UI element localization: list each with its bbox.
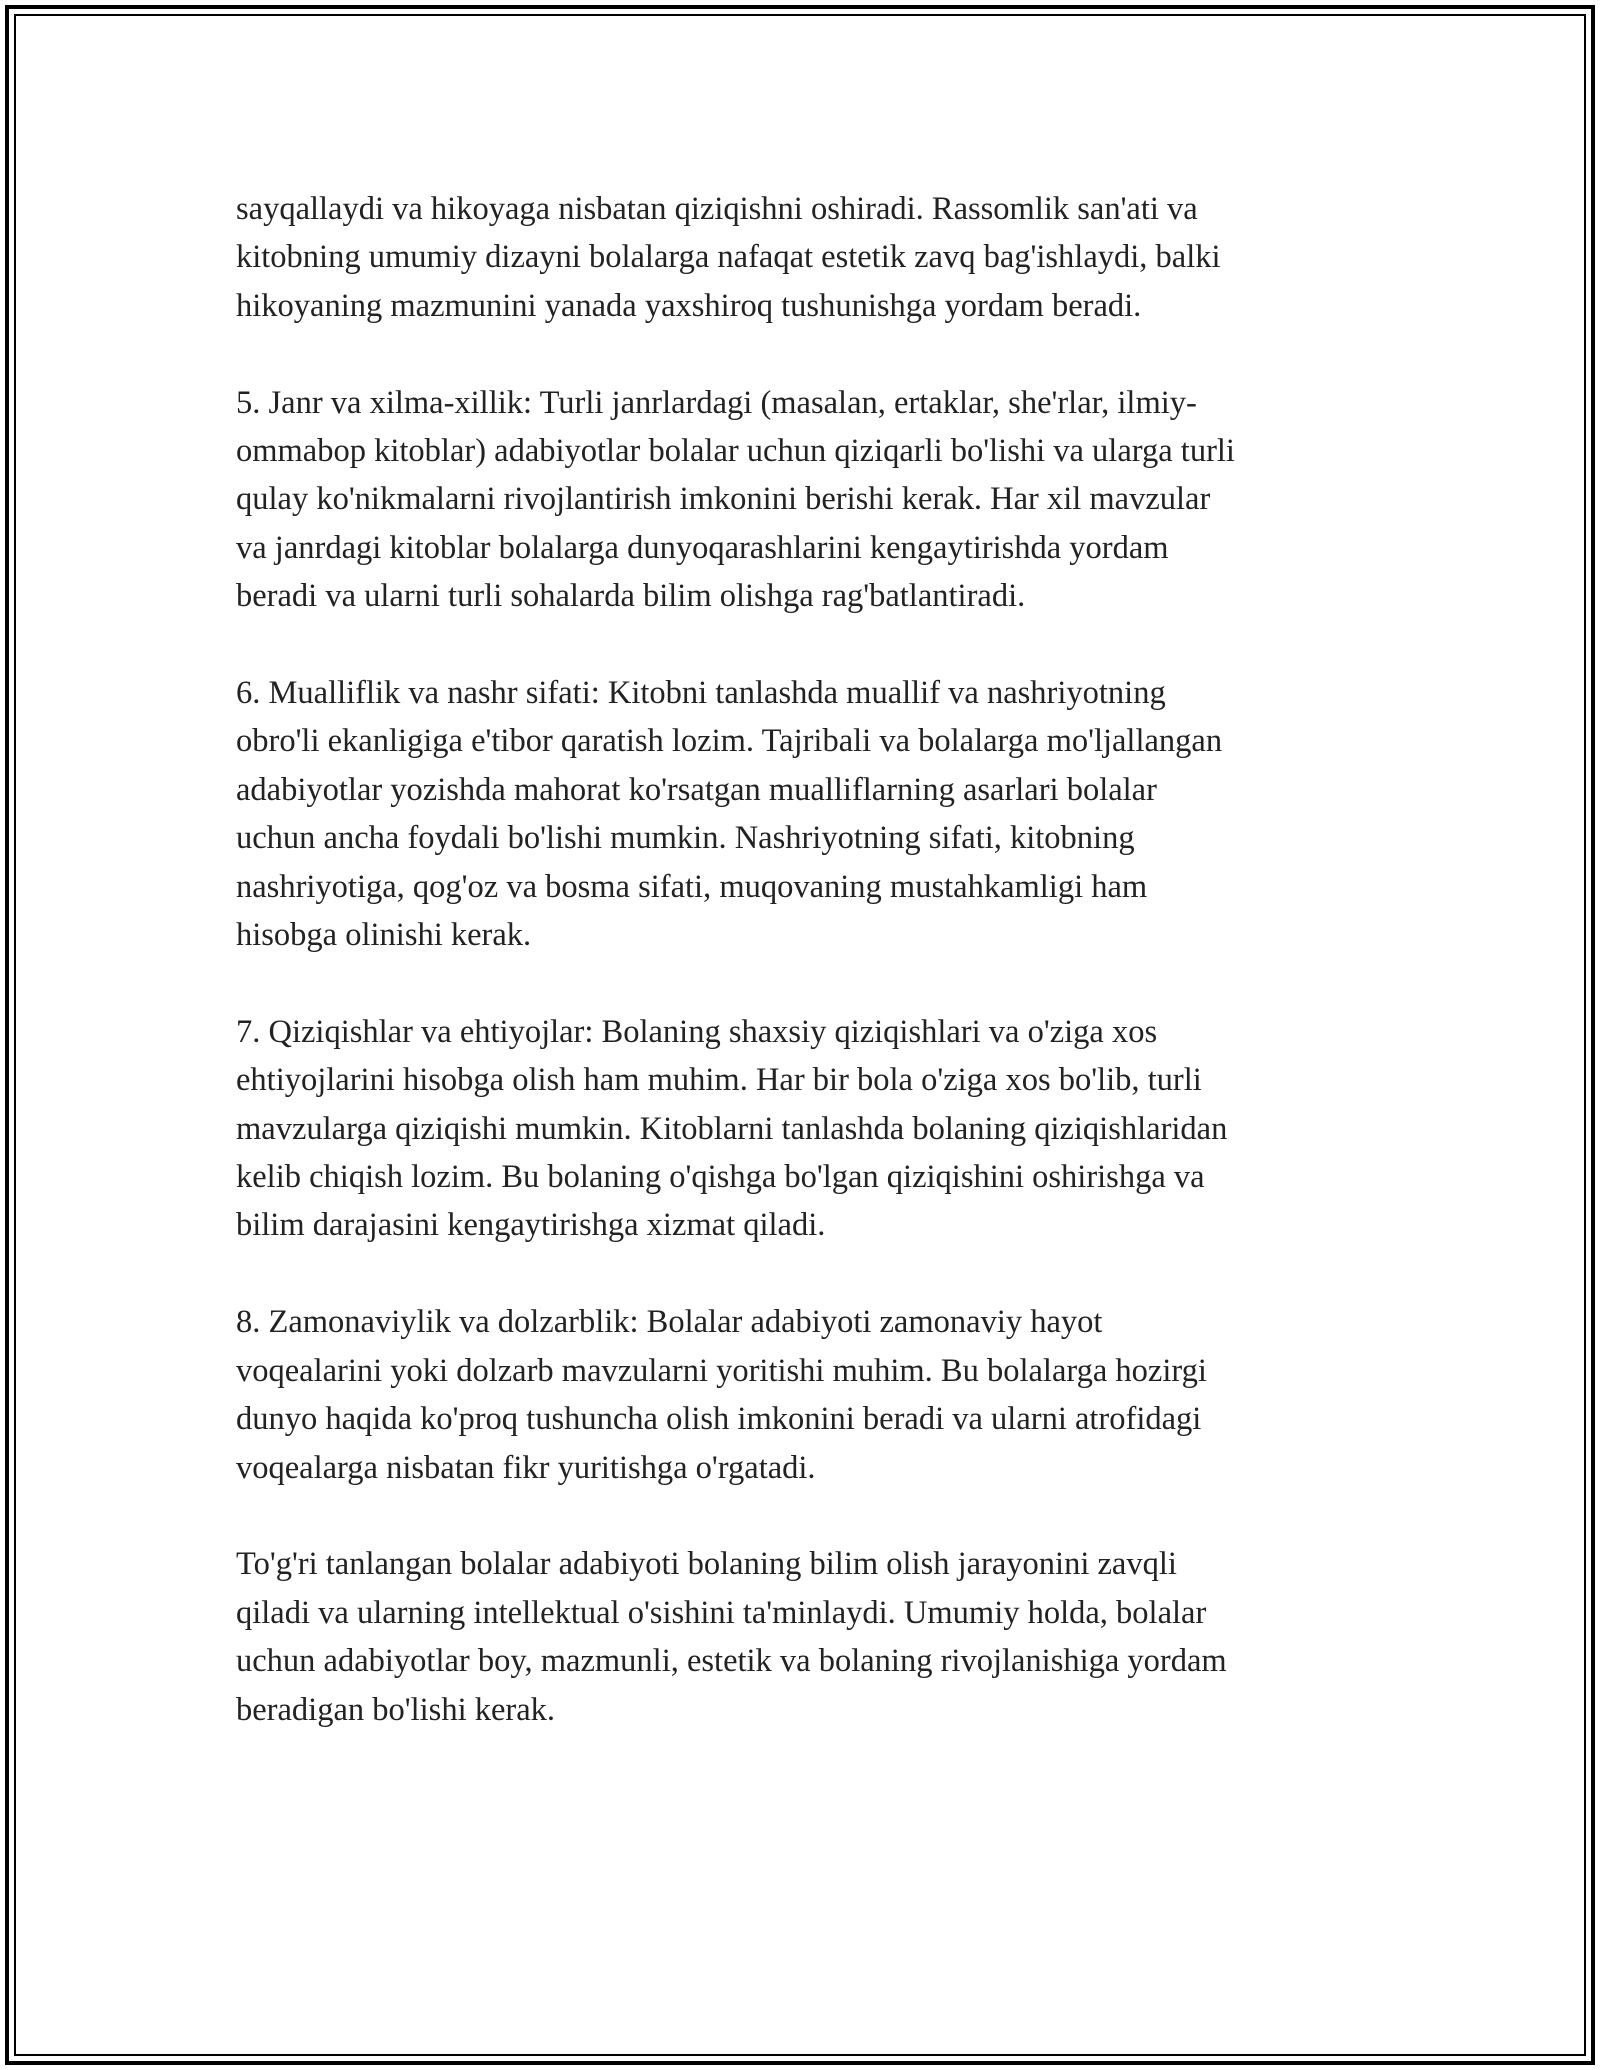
paragraph-genre-variety: 5. Janr va xilma-xillik: Turli janrlardagi (masalan, ertaklar, she'rlar, ilmiy- ommabop kitoblar) adabiyotlar bolalar uchun qiziqarli bo'lishi va ularga turli qulay ko'nikmalarni rivojlantirish imkonini berishi kerak. Har xil mavzular va janrdagi kitoblar bolalarga dunyoqarashlarini kengaytirishda yordam beradi va ularni turli sohalarda bilim olishga rag'batlantiradi. xyxy=(236,384,1235,615)
paragraph-authorship-publishing: 6. Mualliflik va nashr sifati: Kitobni tanlashda muallif va nashriyotning obro'li ekanligiga e'tibor qaratish lozim. Tajribali va bolalarga mo'ljallangan adabiyotlar yozishda mahorat ko'rsatgan mualliflarning asarlari bolalar uchun ancha foydali bo'lishi mumkin. Nashriyotning sifati, kitobning nashriyotiga, qog'oz va bosma sifati, muqovaning mustahkamligi ham hisobga olinishi kerak. xyxy=(236,675,1223,954)
document-body xyxy=(236,185,1366,1782)
paragraph-conclusion: To'g'ri tanlangan bolalar adabiyoti bolaning bilim olish jarayonini zavqli qiladi va ularning intellektual o'sishini ta'minlaydi. Umumiy holda, bolalar uchun adabiyotlar boy, mazmunli, estetik va bolaning rivojlanishiga yordam beradigan bo'lishi kerak. xyxy=(236,1546,1227,1728)
paragraph-intro-continuation: sayqallaydi va hikoyaga nisbatan qiziqishni oshiradi. Rassomlik san'ati va kitobning umumiy dizayni bolalarga nafaqat estetik zavq bag'ishlaydi, balki hikoyaning mazmunini yanada yaxshiroq tushunishga yordam beradi. xyxy=(236,191,1221,324)
paragraph-interests-needs: 7. Qiziqishlar va ehtiyojlar: Bolaning shaxsiy qiziqishlari va o'ziga xos ehtiyojlarini hisobga olish ham muhim. Har bir bola o'ziga xos bo'lib, turli mavzularga qiziqishi mumkin. Kitoblarni tanlashda bolaning qiziqishlaridan kelib chiqish lozim. Bu bolaning o'qishga bo'lgan qiziqishini oshirishga va bilim darajasini kengaytirishga xizmat qiladi. xyxy=(236,1013,1228,1244)
paragraph-modernity-relevance: 8. Zamonaviylik va dolzarblik: Bolalar adabiyoti zamonaviy hayot voqealarini yoki dolzarb mavzularni yoritishi muhim. Bu bolalarga hozirgi dunyo haqida ko'proq tushuncha olish imkonini beradi va ularni atrofidagi voqealarga nisbatan fikr yuritishga o'rgatadi. xyxy=(236,1304,1207,1486)
